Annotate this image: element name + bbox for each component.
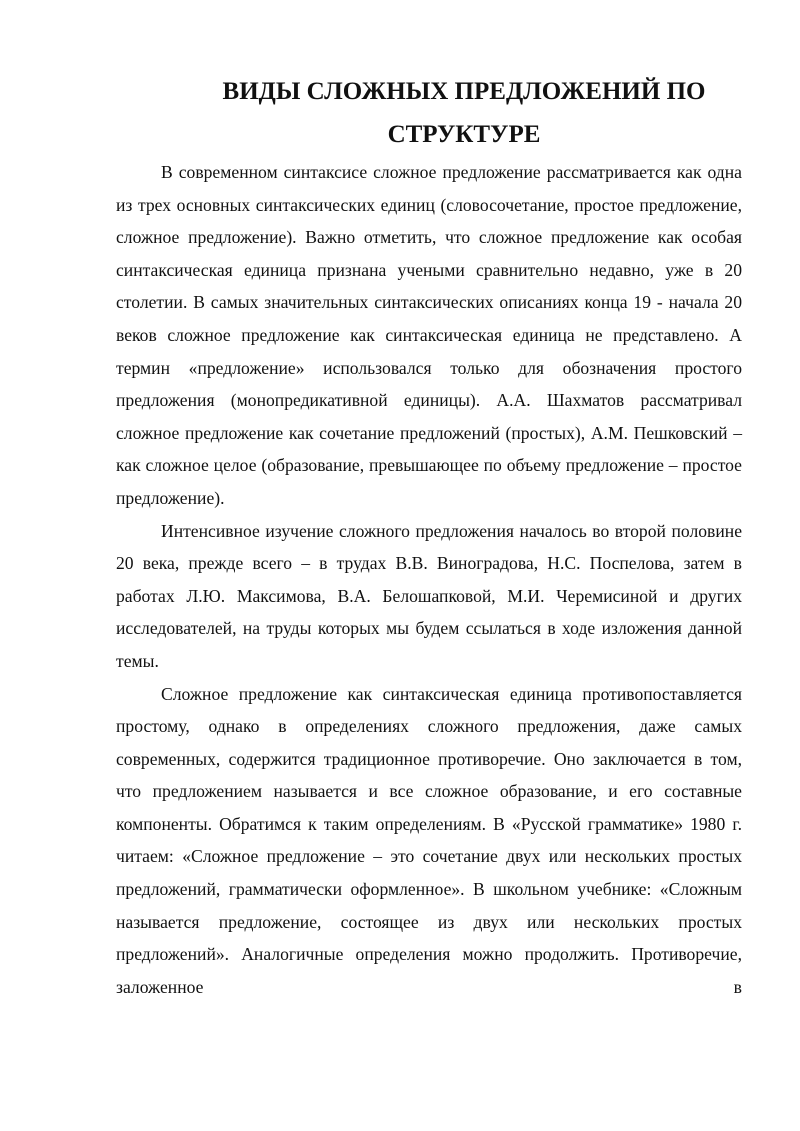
document-title: [116, 70, 742, 156]
paragraph-3: Сложное предложение как синтаксическая единица противопоставляется простому, однако в определениях сложного предложения, даже самых современных, содержится традиционное противоречие. Оно заключается в том, что предложением называется и все сложное образование, и его составные компоненты. Обратимся к таким определениям. В «Русской грамматике» 1980 г. читаем: «Сложное предложение – это сочетание двух или нескольких простых предложений, грамматически оформленное». В школьном учебнике: «Сложным называется предложение, состоящее из двух или нескольких простых предложений». Аналогичные определения можно продолжить. Противоречие, заложенное в: [116, 683, 742, 997]
document-page: [116, 70, 742, 1003]
paragraph-1: В современном синтаксисе сложное предложение рассматривается как одна из трех основных синтаксических единиц (словосочетание, простое предложение, сложное предложение). Важно отметить, что сложное предложение как особая синтаксическая единица признана учеными сравнительно недавно, уже в 20 столетии. В самых значительных синтаксических описаниях конца 19 - начала 20 веков сложное предложение как синтаксическая единица не представлено. А термин «предложение» использовался только для обозначения простого предложения (монопредикативной единицы). А.А. Шахматов рассматривал сложное предложение как сочетание предложений (простых), А.М. Пешковский – как сложное целое (образование, превышающее по объему предложение – простое предложение).: [116, 162, 742, 508]
paragraph-2: Интенсивное изучение сложного предложения началось во второй половине 20 века, прежде всего – в трудах В.В. Виноградова, Н.С. Поспелова, затем в работах Л.Ю. Максимова, В.А. Белошапковой, М.И. Черемисиной и других исследователей, на труды которых мы будем ссылаться в ходе изложения данной темы.: [116, 520, 742, 671]
title-line-2: СТРУКТУРЕ: [387, 121, 541, 148]
title-line-1: ВИДЫ СЛОЖНЫХ ПРЕДЛОЖЕНИЙ ПО: [222, 78, 706, 105]
